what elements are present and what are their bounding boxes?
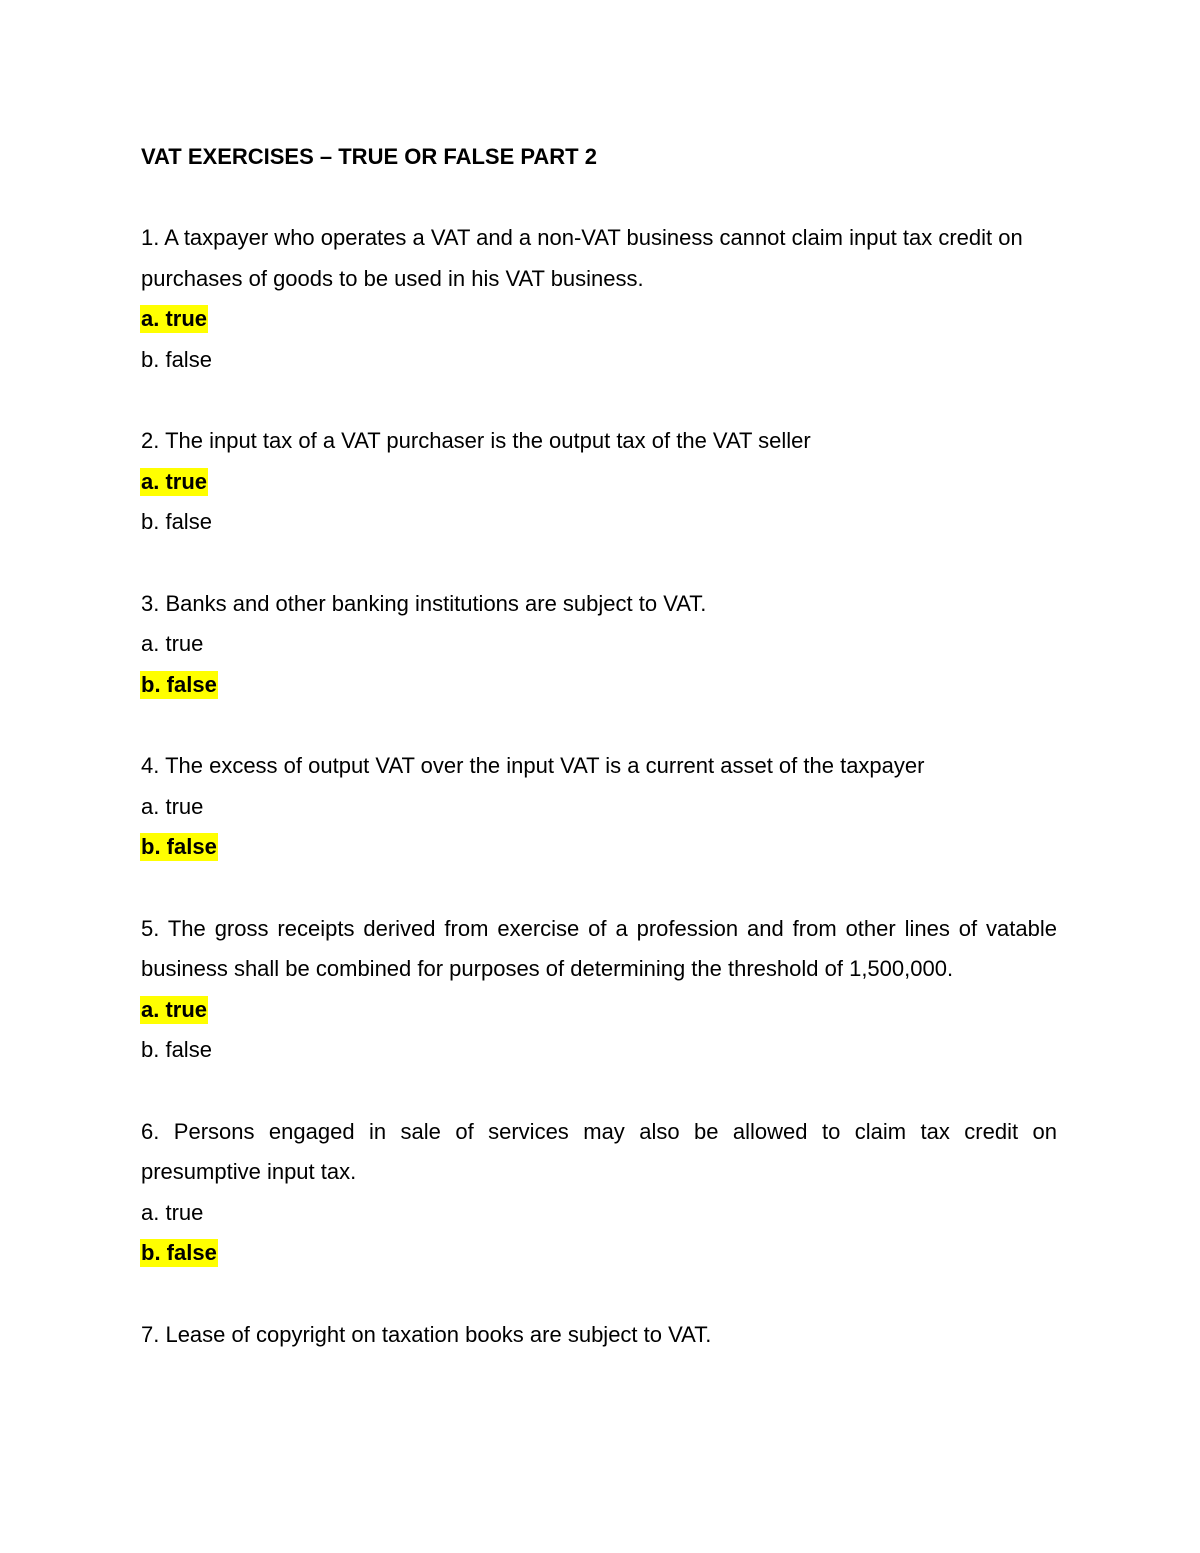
question-text: 5. The gross receipts derived from exercise of a profession and from other lines of vatable business shall be combined for purposes of determining the threshold of 1,500,000. xyxy=(141,915,1057,981)
question-text: 1. A taxpayer who operates a VAT and a non-VAT business cannot claim input tax credit on purchases of goods to be used in his VAT business. xyxy=(141,225,1023,291)
option-label: a. true xyxy=(141,793,204,819)
option-label: b. false xyxy=(141,1240,217,1265)
question-2 xyxy=(141,421,1057,543)
question-7 xyxy=(141,1315,1057,1356)
document-title: VAT EXERCISES – TRUE OR FALSE PART 2 xyxy=(141,144,597,169)
option-label: a. true xyxy=(141,996,208,1022)
option-a xyxy=(141,299,1057,340)
option-b xyxy=(141,827,1057,868)
option-label: b. false xyxy=(141,509,212,534)
option-b xyxy=(141,340,1057,381)
option-label: b. false xyxy=(141,671,217,697)
option-label: a. true xyxy=(141,468,208,494)
option-label: a. true xyxy=(141,306,208,331)
option-b xyxy=(141,502,1057,543)
option-a xyxy=(141,624,1057,665)
question-text: 3. Banks and other banking institutions are subject to VAT. xyxy=(141,590,707,616)
question-3 xyxy=(141,584,1057,706)
option-a xyxy=(141,462,1057,503)
question-text: 2. The input tax of a VAT purchaser is the output tax of the VAT seller xyxy=(141,428,811,453)
document-page xyxy=(141,137,1057,1396)
option-b xyxy=(141,665,1057,706)
question-6 xyxy=(141,1112,1057,1274)
option-b xyxy=(141,1030,1057,1071)
question-text: 6. Persons engaged in sale of services may also be allowed to claim tax credit on presumptive input tax. xyxy=(141,1118,1057,1184)
question-4 xyxy=(141,746,1057,868)
option-label: a. true xyxy=(141,631,204,656)
option-label: a. true xyxy=(141,1199,204,1225)
option-label: b. false xyxy=(141,834,217,859)
option-a xyxy=(141,1193,1057,1234)
question-text: 4. The excess of output VAT over the input VAT is a current asset of the taxpayer xyxy=(141,753,925,778)
option-a xyxy=(141,787,1057,828)
question-text: 7. Lease of copyright on taxation books are subject to VAT. xyxy=(141,1321,712,1347)
option-label: b. false xyxy=(141,346,212,372)
question-1 xyxy=(141,218,1057,380)
option-b xyxy=(141,1233,1057,1274)
option-label: b. false xyxy=(141,1037,212,1062)
option-a xyxy=(141,990,1057,1031)
question-5 xyxy=(141,909,1057,1071)
